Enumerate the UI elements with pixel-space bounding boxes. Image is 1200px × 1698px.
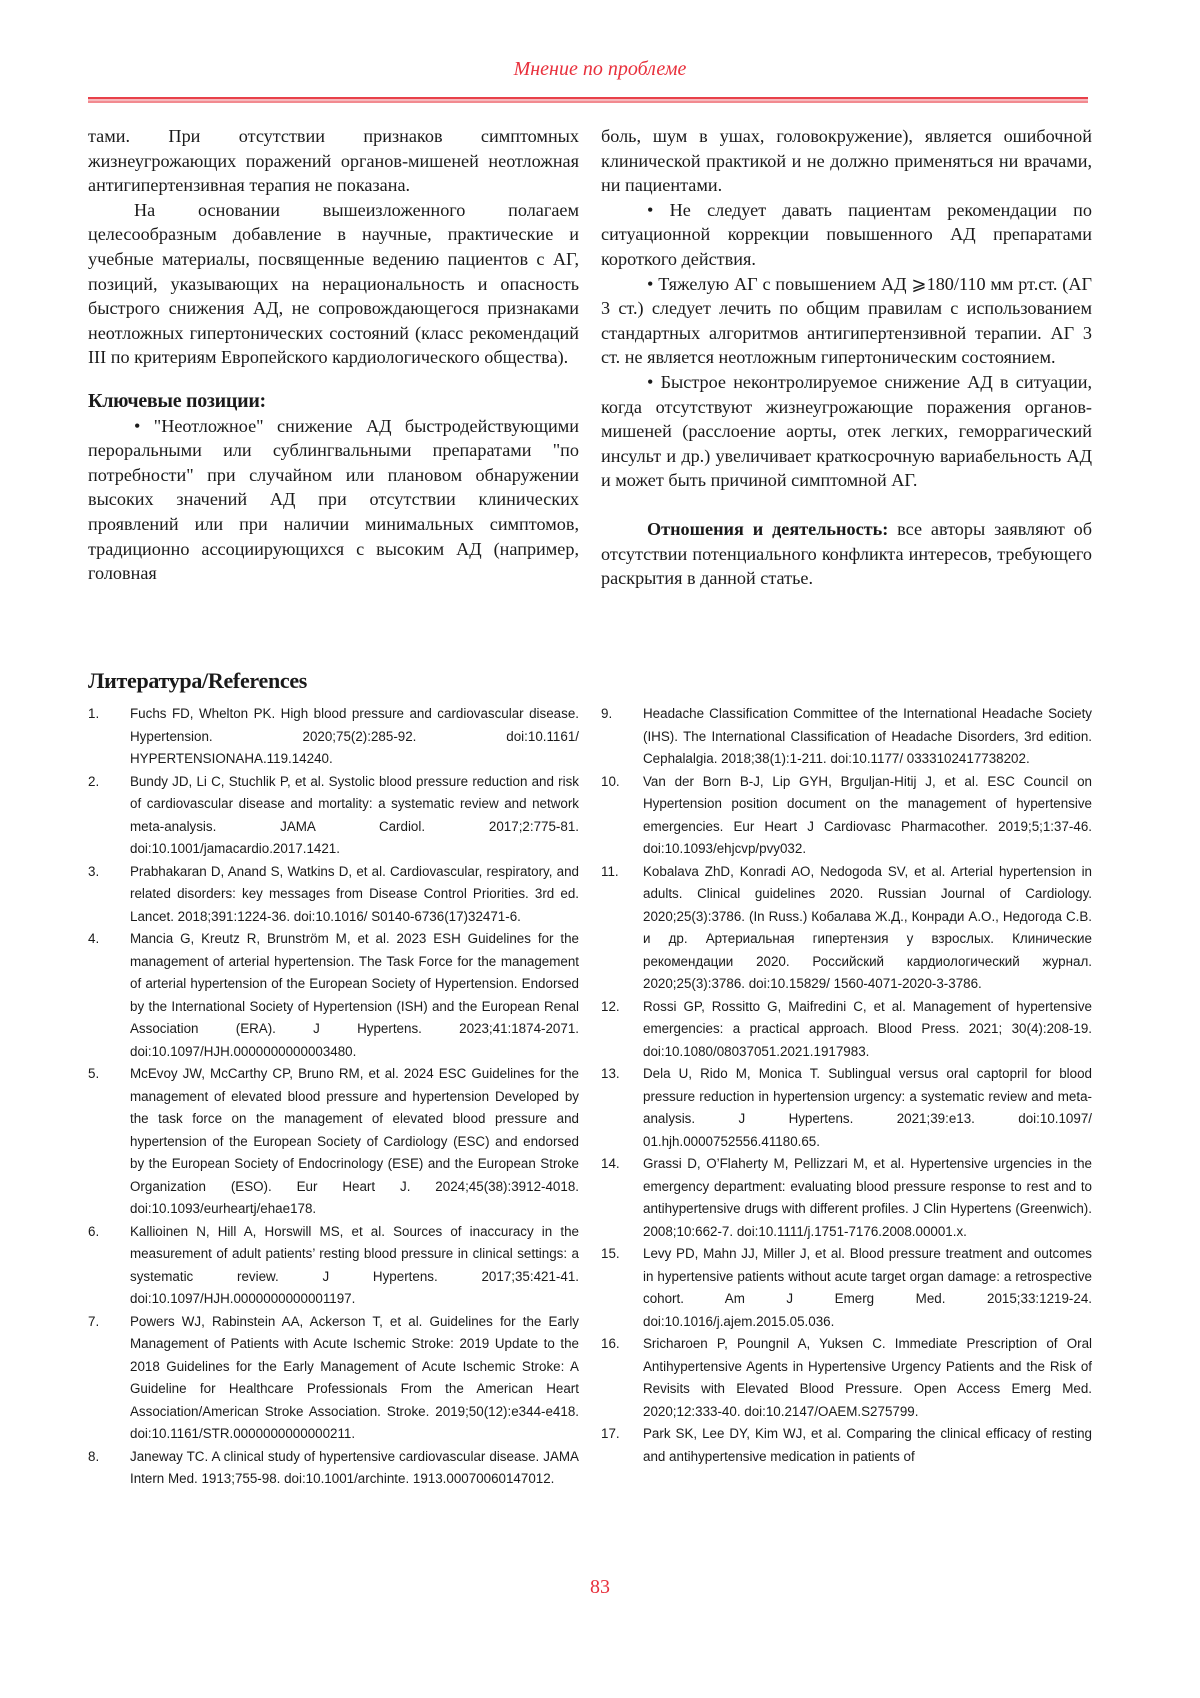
key-point-item: • Быстрое неконтролируемое снижение АД в ситуации, когда отсутствуют жизнеугрожающие поражения органов-мишеней (расслоение аорты, отек легких, геморрагический инсульт и др.) увеличивает краткосрочную вариабельность АД и может быть причиной симптомной АГ. xyxy=(601,371,1092,491)
references-list-left xyxy=(88,703,579,1491)
disclosure-paragraph xyxy=(601,517,1092,591)
page-number: 83 xyxy=(590,1576,610,1598)
reference-number: 17. xyxy=(601,1426,620,1441)
reference-text: Fuchs FD, Whelton PK. High blood pressure and cardiovascular disease. Hypertension. 2020;75(2):285-92. doi:10.1161/ HYPERTENSIONAHA.119.14240. xyxy=(130,706,579,766)
reference-item xyxy=(88,1063,579,1221)
reference-text: Park SK, Lee DY, Kim WJ, et al. Comparing the clinical efficacy of resting and antihypertensive medication in patients of xyxy=(643,1426,1092,1464)
reference-number: 12. xyxy=(601,998,620,1014)
reference-item xyxy=(88,1311,579,1446)
reference-number: 2. xyxy=(88,773,100,789)
key-point-continuation: боль, шум в ушах, головокружение), является ошибочной клинической практикой и не должно применяться ни врачами, ни пациентами. xyxy=(601,126,1092,196)
key-point-item: • "Неотложное" снижение АД быстродействующими пероральными или сублингвальными препаратами "по потребности" при случайном или плановом обнаружении высоких значений АД при отсутствии клинических проявлений или при наличии минимальных симптомов, традиционно ассоциирующихся с высоким АД (например, головная xyxy=(88,415,579,584)
reference-number: 7. xyxy=(88,1313,100,1329)
reference-item xyxy=(88,771,579,861)
reference-text: Grassi D, O’Flaherty M, Pellizzari M, et al. Hypertensive urgencies in the emergency department: evaluating blood pressure response to rest and to antihypertensive drugs with different profiles. J Clin Hypertens (Greenwich). 2008;10:662-7. doi:10.1111/j.1751-7176.2008.00001.x. xyxy=(643,1156,1092,1239)
disclosure-label: Отношения и деятельность: xyxy=(647,518,889,539)
reference-item xyxy=(601,771,1092,861)
section-title: Мнение по проблеме xyxy=(513,58,687,80)
reference-text: Prabhakaran D, Anand S, Watkins D, et al. Cardiovascular, respiratory, and related disorders: key messages from Disease Control Priorities. 3rd ed. Lancet. 2018;391:1224-36. doi:10.1016/ S0140-6736(17)32471-6. xyxy=(130,863,579,924)
reference-text: Van der Born B-J, Lip GYH, Brguljan-Hitij J, et al. ESC Council on Hypertension position document on the management of hypertensive emergencies. Eur Heart J Cardiovasc Pharmacother. 2019;5;1:37-46. doi:10.1093/ehjcvp/pvy032. xyxy=(643,773,1092,856)
reference-item xyxy=(601,1423,1092,1468)
paragraph: тами. При отсутствии признаков симптомных жизнеугрожающих поражений органов-мишеней неотложная антигипертензивная терапия не показана. xyxy=(88,126,579,196)
header-divider xyxy=(88,97,1088,103)
disclosure-text: все авторы заявляют об отсутствии потенциального конфликта интересов, требующего раскрытия в данной статье. xyxy=(601,518,1092,589)
reference-number: 3. xyxy=(88,863,100,879)
reference-number: 14. xyxy=(601,1156,620,1171)
reference-text: Kobalava ZhD, Konradi AO, Nedogoda SV, et al. Arterial hypertension in adults. Clinical guidelines 2020. Russian Journal of Cardiology. 2020;25(3):3786. (In Russ.) Кобалава Ж.Д., Конради А.О., Недогода С.В. и др. Артериальная гипертензия у взрослых. Клинические рекомендации 2020. Российский кардиологический журнал. 2020;25(3):3786. doi:10.15829/ 1560-4071-2020-3-3786. xyxy=(643,863,1092,991)
reference-text: Janeway TC. A clinical study of hypertensive cardiovascular disease. JAMA Intern Med. 1913;755-98. doi:10.1001/archinte. 1913.00070060147012. xyxy=(130,1448,579,1486)
reference-text: Powers WJ, Rabinstein AA, Ackerson T, et al. Guidelines for the Early Management of Patients with Acute Ischemic Stroke: 2019 Update to the 2018 Guidelines for the Early Management of Acute Ischemic Stroke: A Guideline for Healthcare Professionals From the American Heart Association/American Stroke Association. Stroke. 2019;50(12):e344-e418. doi:10.1161/STR.0000000000000211. xyxy=(130,1313,579,1441)
reference-number: 15. xyxy=(601,1246,620,1261)
reference-text: Headache Classification Committee of the International Headache Society (IHS). The International Classification of Headache Disorders, 3rd edition. Cephalalgia. 2018;38(1):1-211. doi:10.1177/ 0333102417738202. xyxy=(643,706,1092,766)
reference-text: Levy PD, Mahn JJ, Miller J, et al. Blood pressure treatment and outcomes in hypertensive patients without acute target organ damage: a retrospective cohort. Am J Emerg Med. 2015;33:1219-24. doi:10.1016/j.ajem.2015.05.036. xyxy=(643,1246,1092,1329)
references-heading: Литература/References xyxy=(88,668,308,693)
key-points-heading: Ключевые позиции: xyxy=(88,389,266,412)
key-point-item: • Не следует давать пациентам рекомендации по ситуационной коррекции повышенного АД препаратами короткого действия. xyxy=(601,199,1092,269)
spacer xyxy=(601,493,1092,517)
reference-text: Mancia G, Kreutz R, Brunström M, et al. 2023 ESH Guidelines for the management of arterial hypertension. The Task Force for the management of arterial hypertension of the European Society of Hypertension. Endorsed by the International Society of Hypertension (ISH) and the European Renal Association (ERA). J Hypertens. 2023;41:1874-2071. doi:10.1097/HJH.0000000000003480. xyxy=(130,931,579,1059)
reference-text: Kallioinen N, Hill A, Horswill MS, et al. Sources of inaccuracy in the measurement of adult patients’ resting blood pressure in clinical settings: a systematic review. J Hypertens. 2017;35:421-41. doi:10.1097/HJH.0000000000001197. xyxy=(130,1223,579,1306)
reference-text: Dela U, Rido M, Monica T. Sublingual versus oral captopril for blood pressure reduction in hypertension urgency: a systematic review and meta-analysis. J Hypertens. 2021;39:e13. doi:10.1097/ 01.hjh.0000752556.41180.65. xyxy=(643,1066,1092,1149)
reference-number: 11. xyxy=(601,863,619,879)
reference-number: 10. xyxy=(601,773,620,789)
reference-text: Rossi GP, Rossitto G, Maifredini C, et al. Management of hypertensive emergencies: a practical approach. Blood Press. 2021; 30(4):208-19. doi:10.1080/08037051.2021.1917983. xyxy=(643,998,1092,1059)
reference-number: 9. xyxy=(601,706,613,721)
reference-item xyxy=(601,996,1092,1064)
reference-item xyxy=(601,1333,1092,1423)
reference-number: 1. xyxy=(88,706,100,721)
reference-item xyxy=(88,1221,579,1311)
right-text-column xyxy=(601,124,1092,591)
reference-text: Sricharoen P, Poungnil A, Yuksen C. Immediate Prescription of Oral Antihypertensive Agents in Hypertensive Urgency Patients and the Risk of Revisits with Elevated Blood Pressure. Open Access Emerg Med. 2020;12:333-40. doi:10.2147/OAEM.S275799. xyxy=(643,1336,1092,1419)
reference-item xyxy=(601,1243,1092,1333)
paragraph: На основании вышеизложенного полагаем целесообразным добавление в научные, практические и учебные материалы, посвященные ведению пациентов с АГ, позиций, указывающих на нерациональность и опасность быстрого снижения АД, не сопровождающегося признаками неотложных гипертонических состояний (класс рекомендаций III по критериям Европейского кардиологического общества). xyxy=(88,199,579,368)
reference-item xyxy=(601,1063,1092,1153)
references-list-right xyxy=(601,703,1092,1468)
reference-item xyxy=(88,1446,579,1491)
reference-item xyxy=(88,928,579,1063)
reference-number: 8. xyxy=(88,1448,100,1464)
reference-number: 4. xyxy=(88,931,100,946)
reference-number: 5. xyxy=(88,1066,100,1081)
reference-number: 13. xyxy=(601,1066,620,1081)
reference-text: Bundy JD, Li C, Stuchlik P, et al. Systolic blood pressure reduction and risk of cardiovascular disease and mortality: a systematic review and network meta-analysis. JAMA Cardiol. 2017;2:775-81. doi:10.1001/jamacardio.2017.1421. xyxy=(130,773,579,856)
reference-item xyxy=(601,1153,1092,1243)
key-point-item: • Тяжелую АГ с повышением АД ⩾180/110 мм рт.ст. (АГ 3 ст.) следует лечить по общим правилам с использованием стандартных алгоритмов антигипертензивной терапии. АГ 3 ст. не является неотложным гипертоническим состоянием. xyxy=(601,273,1092,368)
reference-text: McEvoy JW, McCarthy CP, Bruno RM, et al. 2024 ESC Guidelines for the management of elevated blood pressure and hypertension Developed by the task force on the management of elevated blood pressure and hypertension of the European Society of Cardiology (ESC) and endorsed by the European Society of Endocrinology (ESE) and the European Stroke Organization (ESO). Eur Heart J. 2024;45(38):3912-4018. doi:10.1093/eurheartj/ehae178. xyxy=(130,1066,579,1216)
reference-item xyxy=(88,703,579,771)
reference-number: 16. xyxy=(601,1336,620,1351)
reference-item xyxy=(601,703,1092,771)
left-text-column xyxy=(88,124,579,586)
reference-item xyxy=(601,861,1092,996)
reference-number: 6. xyxy=(88,1223,100,1239)
reference-item xyxy=(88,861,579,929)
